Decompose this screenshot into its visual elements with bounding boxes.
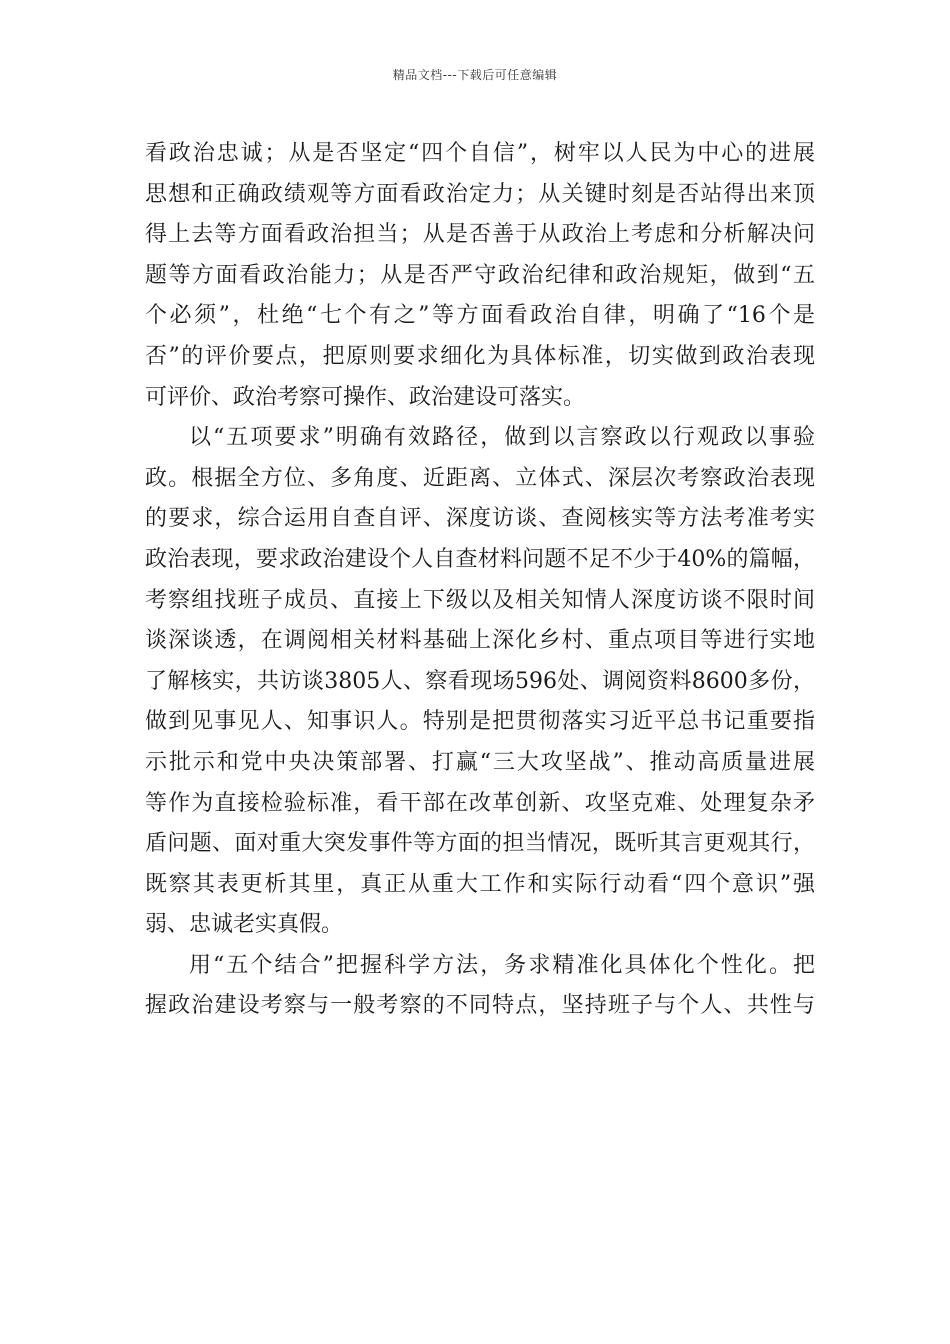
text-line: 政。根据全方位、多角度、近距离、立体式、深层次考察政治表现 bbox=[145, 465, 815, 491]
text-line: 得上去等方面看政治担当；从是否善于从政治上考虑和分析解决问 bbox=[145, 222, 815, 248]
text-line: 看政治忠诚；从是否坚定“四个自信”，树牢以人民为中心的进展 bbox=[145, 141, 815, 166]
text-line: 政治表现，要求政治建设个人自查材料问题不足不少于40%的篇幅， bbox=[145, 546, 815, 572]
text-line: 谈深谈透，在调阅相关材料基础上深化乡村、重点项目等进行实地 bbox=[145, 628, 815, 654]
text-line: 可评价、政治考察可操作、政治建设可落实。 bbox=[145, 384, 586, 410]
page-header: 精品文档---下载后可任意编辑 bbox=[392, 68, 558, 82]
text-line: 的要求，综合运用自查自评、深度访谈、查阅核实等方法考准考实 bbox=[145, 506, 815, 532]
text-line: 示批示和党中央决策部署、打赢“三大攻坚战”、推动高质量进展 bbox=[145, 749, 815, 775]
text-line: 等作为直接检验标准，看干部在改革创新、攻坚克难、处理复杂矛 bbox=[145, 790, 815, 816]
text-line: 既察其表更析其里，真正从重大工作和实际行动看“四个意识”强 bbox=[145, 871, 815, 897]
text-line: 考察组找班子成员、直接上下级以及相关知情人深度访谈不限时间 bbox=[145, 587, 815, 613]
text-line: 题等方面看政治能力；从是否严守政治纪律和政治规矩，做到“五 bbox=[145, 262, 815, 288]
text-line: 否”的评价要点，把原则要求细化为具体标准，切实做到政治表现 bbox=[145, 343, 815, 369]
text-line: 握政治建设考察与一般考察的不同特点，坚持班子与个人、共性与 bbox=[145, 993, 815, 1019]
text-line: 做到见事见人、知事识人。特别是把贯彻落实习近平总书记重要指 bbox=[145, 709, 815, 735]
text-line: 用“五个结合”把握科学方法，务求精准化具体化个性化。把 bbox=[189, 952, 815, 978]
document-body bbox=[145, 134, 815, 1027]
text-line: 个必须”，杜绝“七个有之”等方面看政治自律，明确了“16个是 bbox=[145, 303, 815, 329]
text-line: 了解核实，共访谈3805人、察看现场596处、调阅资料8600多份， bbox=[145, 668, 815, 694]
paragraph bbox=[145, 418, 815, 946]
paragraph bbox=[145, 134, 815, 418]
text-line: 思想和正确政绩观等方面看政治定力；从关键时刻是否站得出来顶 bbox=[145, 181, 815, 207]
paragraph bbox=[145, 946, 815, 1027]
text-line: 盾问题、面对重大突发事件等方面的担当情况，既听其言更观其行， bbox=[145, 831, 815, 857]
text-line: 以“五项要求”明确有效路径，做到以言察政以行观政以事验 bbox=[189, 425, 815, 451]
text-line: 弱、忠诚老实真假。 bbox=[145, 912, 344, 938]
